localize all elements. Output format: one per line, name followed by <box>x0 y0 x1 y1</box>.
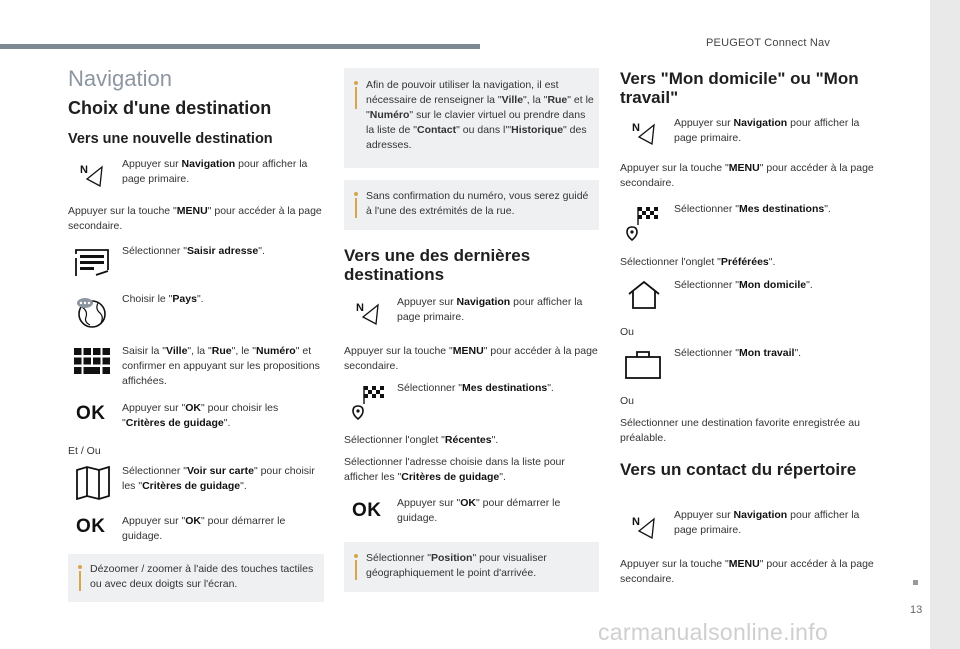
keyboard-icon <box>74 348 110 374</box>
info-box-zoom: Dézoomer / zoomer à l'aide des touches tactiles ou avec deux doigts sur l'écran. <box>68 554 324 602</box>
text-ou: Ou <box>620 326 635 338</box>
para-onglet-recentes: Sélectionner l'onglet "Récentes". <box>344 434 499 446</box>
svg-text:N: N <box>356 302 364 314</box>
step-saisir-ville-rue: Saisir la "Ville", la "Rue", le "Numéro" et confirmer en appuyant sur les propositions affichées. <box>122 345 320 387</box>
para-touche-menu: Appuyer sur la touche "MENU" pour accéder à la page secondaire. <box>620 558 874 585</box>
step-mon-travail: Sélectionner "Mon travail". <box>674 347 802 359</box>
page-number: 13 <box>910 604 923 616</box>
info-icon <box>354 81 358 85</box>
para-touche-menu: Appuyer sur la touche "MENU" pour accéder à la page secondaire. <box>68 205 322 232</box>
heading-choix-destination: Choix d'une destination <box>68 98 272 118</box>
watermark: carmanualsonline.info <box>598 619 829 645</box>
info-icon <box>354 192 358 196</box>
svg-text:N: N <box>80 164 88 176</box>
step-mes-destinations: Sélectionner "Mes destinations". <box>397 382 554 394</box>
step-appuyer-navigation: Appuyer sur Navigation pour afficher la page primaire. <box>122 158 308 185</box>
step-ok-criteres: Appuyer sur "OK" pour choisir les "Critères de guidage". <box>122 402 279 429</box>
text-ou: Ou <box>620 395 635 407</box>
info-box-sans-confirmation: Sans confirmation du numéro, vous serez guidé à l'une des extrémités de la rue. <box>344 180 599 230</box>
side-strip <box>930 0 960 649</box>
info-icon <box>78 565 82 569</box>
para-destination-favorite: Sélectionner une destination favorite enregistrée au préalable. <box>620 417 860 444</box>
subheading-nouvelle-destination: Vers une nouvelle destination <box>68 131 273 147</box>
country-globe-icon <box>74 295 110 329</box>
navigation-arrow-icon <box>78 162 104 188</box>
navigation-arrow-icon <box>354 300 380 326</box>
para-touche-menu: Appuyer sur la touche "MENU" pour accéder à la page secondaire. <box>344 345 598 372</box>
section-title: Navigation <box>68 66 172 91</box>
step-mon-domicile: Sélectionner "Mon domicile". <box>674 279 813 291</box>
step-appuyer-navigation: Appuyer sur Navigation pour afficher la page primaire. <box>674 117 860 144</box>
step-appuyer-navigation: Appuyer sur Navigation pour afficher la page primaire. <box>674 509 860 536</box>
flag-pin-icon <box>626 205 660 241</box>
info-box-position: Sélectionner "Position" pour visualiser géographiquement le point d'arrivée. <box>344 542 599 592</box>
text-et-ou: Et / Ou <box>68 445 101 457</box>
step-appuyer-navigation: Appuyer sur Navigation pour afficher la page primaire. <box>397 296 583 323</box>
header-bar <box>0 44 480 49</box>
address-form-icon <box>74 248 110 278</box>
para-onglet-preferees: Sélectionner l'onglet "Préférées". <box>620 256 776 268</box>
heading-contact-repertoire: Vers un contact du répertoire <box>620 460 857 479</box>
step-voir-sur-carte: Sélectionner "Voir sur carte" pour choisir les "Critères de guidage". <box>122 465 315 492</box>
navigation-arrow-icon <box>630 120 656 146</box>
step-saisir-adresse: Sélectionner "Saisir adresse". <box>122 245 265 257</box>
ok-icon: OK <box>352 500 382 521</box>
ok-icon: OK <box>76 516 106 537</box>
navigation-arrow-icon <box>630 514 656 540</box>
para-touche-menu: Appuyer sur la touche "MENU" pour accéder à la page secondaire. <box>620 162 874 189</box>
briefcase-icon <box>624 350 662 380</box>
map-book-icon <box>76 466 110 500</box>
step-mes-destinations: Sélectionner "Mes destinations". <box>674 203 831 215</box>
svg-text:N: N <box>632 122 640 134</box>
heading-mon-domicile-travail: Vers "Mon domicile" ou "Mon travail" <box>620 69 859 107</box>
heading-dernieres-destinations: Vers une des dernières destinations <box>344 246 531 284</box>
step-choisir-pays: Choisir le "Pays". <box>122 293 204 305</box>
svg-text:N: N <box>632 516 640 528</box>
step-ok-demarrer: Appuyer sur "OK" pour démarrer le guidage. <box>397 497 561 524</box>
flag-pin-icon <box>352 384 386 420</box>
end-mark <box>913 580 918 585</box>
header-title: PEUGEOT Connect Nav <box>706 37 831 49</box>
para-adresse-choisie: Sélectionner l'adresse choisie dans la liste pour afficher les "Critères de guidage". <box>344 456 565 483</box>
home-icon <box>626 280 662 310</box>
ok-icon: OK <box>76 403 106 424</box>
info-icon <box>354 554 358 558</box>
step-ok-demarrer: Appuyer sur "OK" pour démarrer le guidage. <box>122 515 286 542</box>
info-box-renseigner: Afin de pouvoir utiliser la navigation, il est nécessaire de renseigner la "Ville", la "Rue" et le "Numéro" sur le clavier virtuel ou prendre dans la liste de "Contact" ou dans l'"Historique" des adresses. <box>344 68 599 168</box>
